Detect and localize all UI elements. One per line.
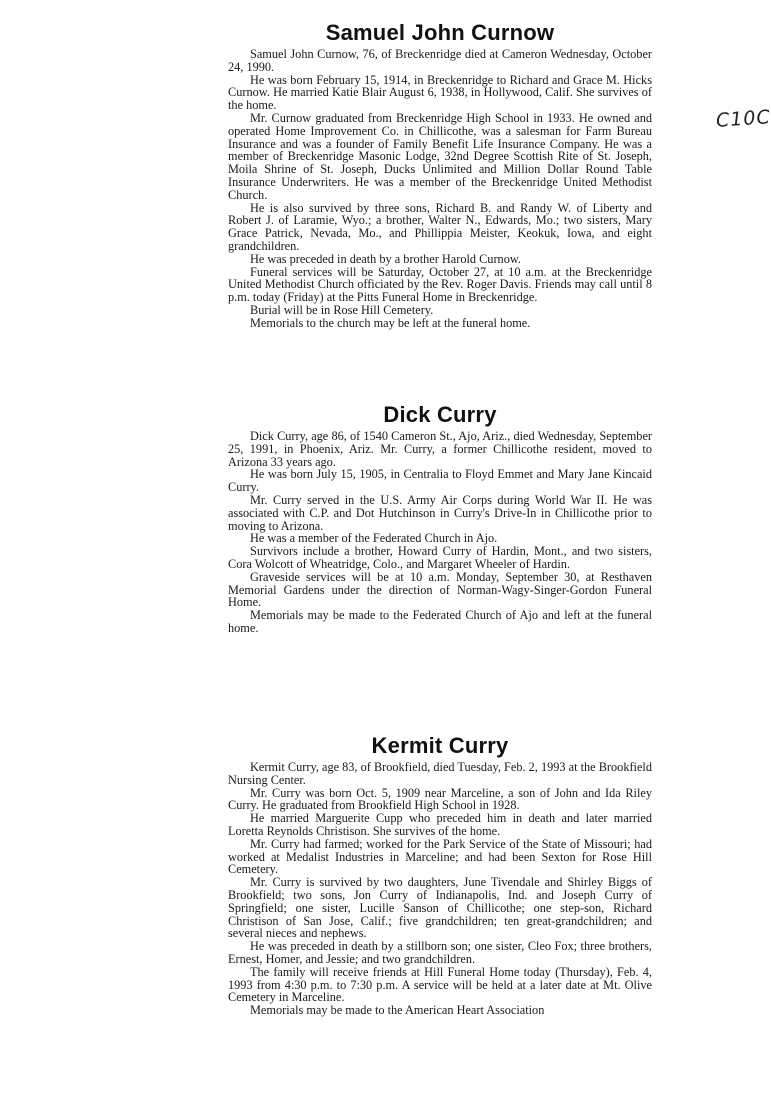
obituary-paragraph: Burial will be in Rose Hill Cemetery. <box>250 302 434 317</box>
obituary-paragraph: Funeral services will be Saturday, October 27, at 10 a.m. at the Breckenridge United Methodist Church officiated by the Rev. Roger Davis. Friends may call until 8 p.m. today (Friday) at the Pitts Funeral Home in Breckenridge. <box>228 264 652 305</box>
obituary-paragraph: Kermit Curry, age 83, of Brookfield, died Tuesday, Feb. 2, 1993 at the Brookfield Nursing Center. <box>228 760 652 787</box>
obituary-paragraph: Mr. Curry is survived by two daughters, June Tivendale and Shirley Biggs of Brookfield; two sons, Jon Curry of Indianapolis, Ind. and Joseph Curry of Springfield; one sister, Lucille Sanson of Chillicothe; one step-son, Richard Christison of San Jose, Calif.; five grandchildren; ten great-grandchildren; and several nieces and nephews. <box>228 875 652 941</box>
obituary-paragraph: He was born July 15, 1905, in Centralia to Floyd Emmet and Mary Jane Kincaid Curry. <box>228 467 652 495</box>
obituary-body <box>228 48 652 330</box>
obituary-paragraph: The family will receive friends at Hill Funeral Home today (Thursday), Feb. 4, 1993 from 4:30 p.m. to 7:30 p.m. A service will be held at a later date at Mt. Olive Cemetery in Marceline. <box>228 964 652 1005</box>
obituary-dick-curry <box>228 402 652 635</box>
obituary-paragraph: Mr. Curry was born Oct. 5, 1909 near Marceline, a son of John and Ida Riley Curry. He graduated from Brookfield High School in 1928. <box>228 785 652 813</box>
obituary-paragraph: He married Marguerite Cupp who preceded him in death and later married Loretta Reynolds Christison. She survives of the home. <box>228 811 652 838</box>
obituary-paragraph: Graveside services will be at 10 a.m. Monday, September 30, at Resthaven Memorial Gardens under the direction of Norman-Wagy-Singer-Gordon Funeral Home. <box>228 569 652 610</box>
obituary-paragraph: Mr. Curry had farmed; worked for the Park Service of the State of Missouri; had worked at Medalist Industries in Marceline; and had been Sexton for Rose Hill Cemetery. <box>228 836 652 877</box>
obituary-paragraph: He was preceded in death by a stillborn son; one sister, Cleo Fox; three brothers, Ernest, Homer, and Jessie; and two grandchildren. <box>228 939 652 966</box>
obituary-kermit-curry <box>228 733 652 1017</box>
obituary-paragraph: Mr. Curry served in the U.S. Army Air Corps during World War II. He was associated with C.P. and Dot Hutchinson in Curry's Drive-In in Chillicothe prior to moving to Arizona. <box>228 492 652 533</box>
obituary-paragraph: Samuel John Curnow, 76, of Breckenridge died at Cameron Wednesday, October 24, 1990. <box>228 47 652 74</box>
obituary-paragraph: He was a member of the Federated Church in Ajo. <box>250 531 498 546</box>
obituary-paragraph: Memorials to the church may be left at the funeral home. <box>250 315 531 330</box>
obituary-body <box>228 761 652 1017</box>
obituary-paragraph: Dick Curry, age 86, of 1540 Cameron St., Ajo, Ariz., died Wednesday, September 25, 1991, in Phoenix, Ariz. Mr. Curry, a former Chillicothe resident, moved to Arizona 33 years ago. <box>228 429 652 469</box>
obituary-samuel-john-curnow <box>228 20 652 330</box>
obituary-heading: Dick Curry <box>383 402 497 427</box>
obituary-heading: Samuel John Curnow <box>325 20 555 45</box>
obituary-heading: Kermit Curry <box>371 733 509 758</box>
obituary-paragraph: He was preceded in death by a brother Harold Curnow. <box>250 251 522 266</box>
obituary-paragraph: Survivors include a brother, Howard Curry of Hardin, Mont., and two sisters, Cora Wolcott of Wheatridge, Colo., and Margaret Wheeler of Hardin. <box>228 544 652 571</box>
obituary-paragraph: Memorials may be made to the Federated Church of Ajo and left at the funeral home. <box>228 608 652 635</box>
handwritten-margin-note: C10C <box>715 106 771 132</box>
obituary-paragraph: He was born February 15, 1914, in Breckenridge to Richard and Grace M. Hicks Curnow. He married Katie Blair August 6, 1938, in Hollywood, Calif. She survives of the home. <box>228 72 652 113</box>
obituary-body <box>228 430 652 635</box>
obituary-paragraph: Memorials may be made to the American Heart Association <box>250 1003 545 1018</box>
obituary-paragraph: He is also survived by three sons, Richard B. and Randy W. of Liberty and Robert J. of Laramie, Wyo.; a brother, Walter N., Edwards, Mo.; two sisters, Mary Grace Patrick, Nevada, Mo., and Phillippia Meister, Keokuk, Iowa, and eight grandchildren. <box>228 200 652 253</box>
obituary-paragraph: Mr. Curnow graduated from Breckenridge High School in 1933. He owned and operated Home Improvement Co. in Chillicothe, was a salesman for Farm Bureau Insurance and was a founder of Family Benefit Life Insurance Company. He was a member of Breckenridge Masonic Lodge, 32nd Degree Scottish Rite of St. Joseph, Moila Shrine of St. Joseph, Ducks Unlimited and Million Dollar Round Table Insurance Underwriters. He was a member of the Breckenridge United Methodist Church. <box>228 110 652 202</box>
